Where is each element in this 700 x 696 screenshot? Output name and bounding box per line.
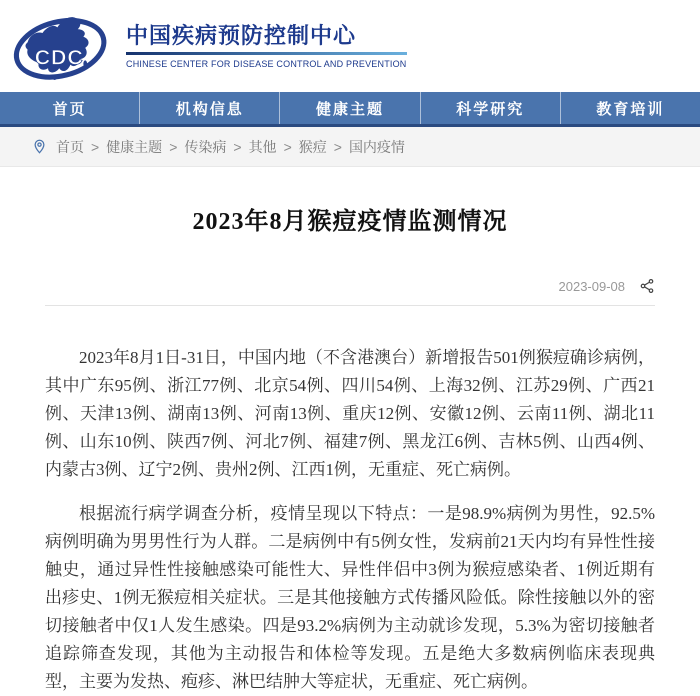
main-nav xyxy=(0,92,700,127)
breadcrumb-item-home[interactable]: 首页 xyxy=(56,138,84,155)
nav-item-education-training[interactable]: 教育培训 xyxy=(560,92,700,124)
nav-item-institution-info[interactable]: 机构信息 xyxy=(139,92,279,124)
breadcrumb-separator: > xyxy=(283,138,292,155)
nav-item-scientific-research[interactable]: 科学研究 xyxy=(420,92,560,124)
breadcrumb-item-other[interactable]: 其他 xyxy=(248,138,277,155)
breadcrumb xyxy=(0,127,700,167)
page-title: 2023年8月猴痘疫情监测情况 xyxy=(192,209,508,235)
article-meta-row xyxy=(45,278,655,294)
brand-block xyxy=(126,23,407,69)
breadcrumb-item-infectious-disease[interactable]: 传染病 xyxy=(184,138,227,155)
breadcrumb-separator: > xyxy=(91,138,100,155)
nav-item-home[interactable]: 首页 xyxy=(52,100,87,118)
breadcrumb-item-monkeypox[interactable]: 猴痘 xyxy=(298,138,327,155)
svg-text:CDC: CDC xyxy=(34,45,84,70)
share-icon[interactable] xyxy=(639,278,655,294)
site-header xyxy=(0,0,700,92)
nav-item-health-topics[interactable]: 健康主题 xyxy=(279,92,419,124)
cdc-china-map-logo-icon xyxy=(10,7,114,85)
breadcrumb-item-health-topics[interactable]: 健康主题 xyxy=(106,138,163,155)
meta-divider xyxy=(45,305,655,306)
article-paragraph-2: 根据流行病学调查分析，疫情呈现以下特点：一是98.9%病例为男性，92.5%病例明确为男男性行为人群。二是病例中有5例女性，发病前21天内均有异性性接触史，通过异性性接触感染可能性大、异性伴侣中3例为猴痘感染者、1例近期有出疹史、1例无猴痘相关症状。三是其他接触方式传播风险低。除性接触以外的密切接触者中仅1人发生感染。四是93.2%病例为主动就诊发现，5.3%为密切接触者追踪筛查发现，其他为主动报告和体检等发现。五是绝大多数病例临床表现典型，主要为发热、疱疹、淋巴结肿大等症状，无重症、死亡病例。 xyxy=(45,504,655,691)
publish-date: 2023-09-08 xyxy=(558,278,625,294)
location-pin-icon xyxy=(32,139,47,154)
article-paragraph-1: 2023年8月1日-31日，中国内地（不含港澳台）新增报告501例猴痘确诊病例，其中广东95例、浙江77例、北京54例、四川54例、上海32例、江苏29例、广西21例、天津13例、湖南13例、河南13例、重庆12例、安徽12例、云南11例、湖北11例、山东10例、陕西7例、河北7例、福建7例、黑龙江6例、吉林5例、山西4例、内蒙古3例、辽宁2例、贵州2例、江西1例，无重症、死亡病例。 xyxy=(45,348,655,479)
breadcrumb-separator: > xyxy=(169,138,178,155)
breadcrumb-separator: > xyxy=(233,138,242,155)
article-body xyxy=(45,344,655,696)
site-name-en: CHINESE CENTER FOR DISEASE CONTROL AND PREVENTION xyxy=(126,59,407,70)
breadcrumb-item-domestic-epidemic: 国内疫情 xyxy=(348,138,405,155)
breadcrumb-separator: > xyxy=(333,138,342,155)
article-content xyxy=(0,201,700,696)
site-name-zh: 中国疾病预防控制中心 xyxy=(126,22,357,48)
brand-gradient-line xyxy=(126,52,407,55)
cdc-logo[interactable] xyxy=(10,7,114,85)
